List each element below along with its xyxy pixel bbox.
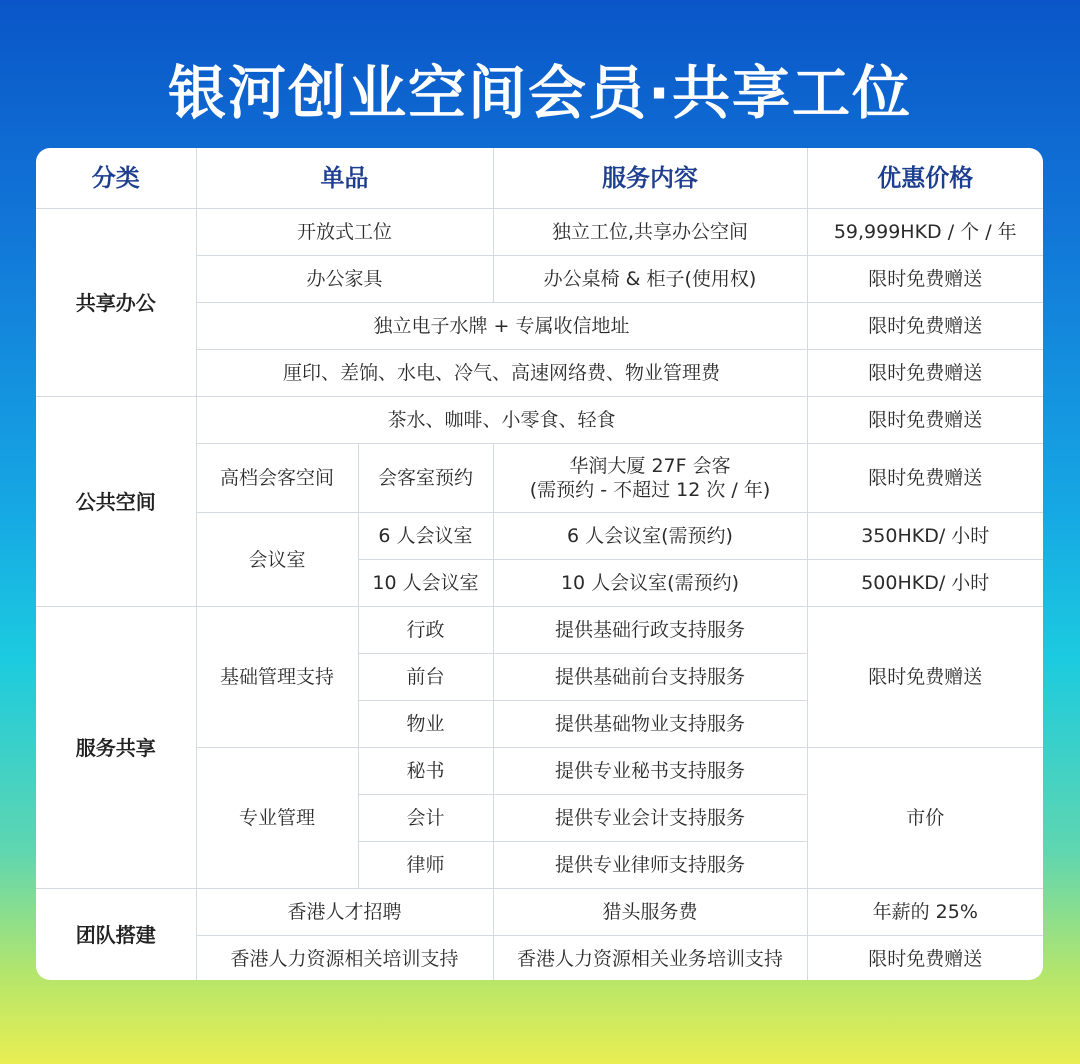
service-cell: 提供基础前台支持服务 (493, 654, 807, 701)
service-cell: 独立工位,共享办公空间 (493, 209, 807, 256)
header-category: 分类 (36, 148, 196, 209)
price-cell: 500HKD/ 小时 (807, 560, 1043, 607)
item-cell: 办公家具 (196, 256, 493, 303)
page-title: 银河创业空间会员·共享工位 (167, 59, 913, 127)
header-price: 优惠价格 (807, 148, 1043, 209)
item-cell: 前台 (358, 654, 493, 701)
service-cell: 10 人会议室(需预约) (493, 560, 807, 607)
service-cell: 提供基础物业支持服务 (493, 701, 807, 748)
header-item: 单品 (196, 148, 493, 209)
price-cell: 限时免费赠送 (807, 607, 1043, 748)
merged-item-cell: 独立电子水牌 + 专属收信地址 (196, 303, 807, 350)
category-team-building: 团队搭建 (36, 889, 196, 981)
price-cell: 限时免费赠送 (807, 350, 1043, 397)
table-row (36, 209, 1043, 256)
price-cell: 年薪的 25% (807, 889, 1043, 936)
category-public-space: 公共空间 (36, 397, 196, 607)
header-service: 服务内容 (493, 148, 807, 209)
category-service-share: 服务共享 (36, 607, 196, 889)
group-cell: 专业管理 (196, 748, 358, 889)
service-cell: 提供专业会计支持服务 (493, 795, 807, 842)
price-cell: 限时免费赠送 (807, 936, 1043, 981)
price-cell: 限时免费赠送 (807, 444, 1043, 513)
item-cell: 香港人力资源相关培训支持 (196, 936, 493, 981)
item-cell: 香港人才招聘 (196, 889, 493, 936)
item-cell: 开放式工位 (196, 209, 493, 256)
price-cell: 限时免费赠送 (807, 397, 1043, 444)
service-cell (493, 444, 807, 513)
service-line-1: 华润大厦 27F 会客 (569, 455, 731, 477)
table-header-row (36, 148, 1043, 209)
service-cell: 香港人力资源相关业务培训支持 (493, 936, 807, 981)
item-cell: 物业 (358, 701, 493, 748)
merged-item-cell: 厘印、差饷、水电、冷气、高速网络费、物业管理费 (196, 350, 807, 397)
group-cell: 高档会客空间 (196, 444, 358, 513)
pricing-table (36, 148, 1043, 980)
service-cell: 提供基础行政支持服务 (493, 607, 807, 654)
service-cell: 6 人会议室(需预约) (493, 513, 807, 560)
table-row (36, 397, 1043, 444)
table-row (36, 889, 1043, 936)
merged-item-cell: 茶水、咖啡、小零食、轻食 (196, 397, 807, 444)
category-shared-office: 共享办公 (36, 209, 196, 397)
price-cell: 市价 (807, 748, 1043, 889)
service-cell: 办公桌椅 & 柜子(使用权) (493, 256, 807, 303)
item-cell: 会客室预约 (358, 444, 493, 513)
item-cell: 律师 (358, 842, 493, 889)
price-cell: 限时免费赠送 (807, 303, 1043, 350)
item-cell: 会计 (358, 795, 493, 842)
item-cell: 6 人会议室 (358, 513, 493, 560)
service-cell: 猎头服务费 (493, 889, 807, 936)
table-row (36, 607, 1043, 654)
service-line-2: (需预约 - 不超过 12 次 / 年) (529, 479, 771, 501)
price-cell: 350HKD/ 小时 (807, 513, 1043, 560)
service-cell: 提供专业律师支持服务 (493, 842, 807, 889)
item-cell: 10 人会议室 (358, 560, 493, 607)
pricing-table-card (36, 148, 1043, 980)
group-cell: 会议室 (196, 513, 358, 607)
item-cell: 秘书 (358, 748, 493, 795)
price-cell: 59,999HKD / 个 / 年 (807, 209, 1043, 256)
group-cell: 基础管理支持 (196, 607, 358, 748)
price-cell: 限时免费赠送 (807, 256, 1043, 303)
item-cell: 行政 (358, 607, 493, 654)
service-cell: 提供专业秘书支持服务 (493, 748, 807, 795)
